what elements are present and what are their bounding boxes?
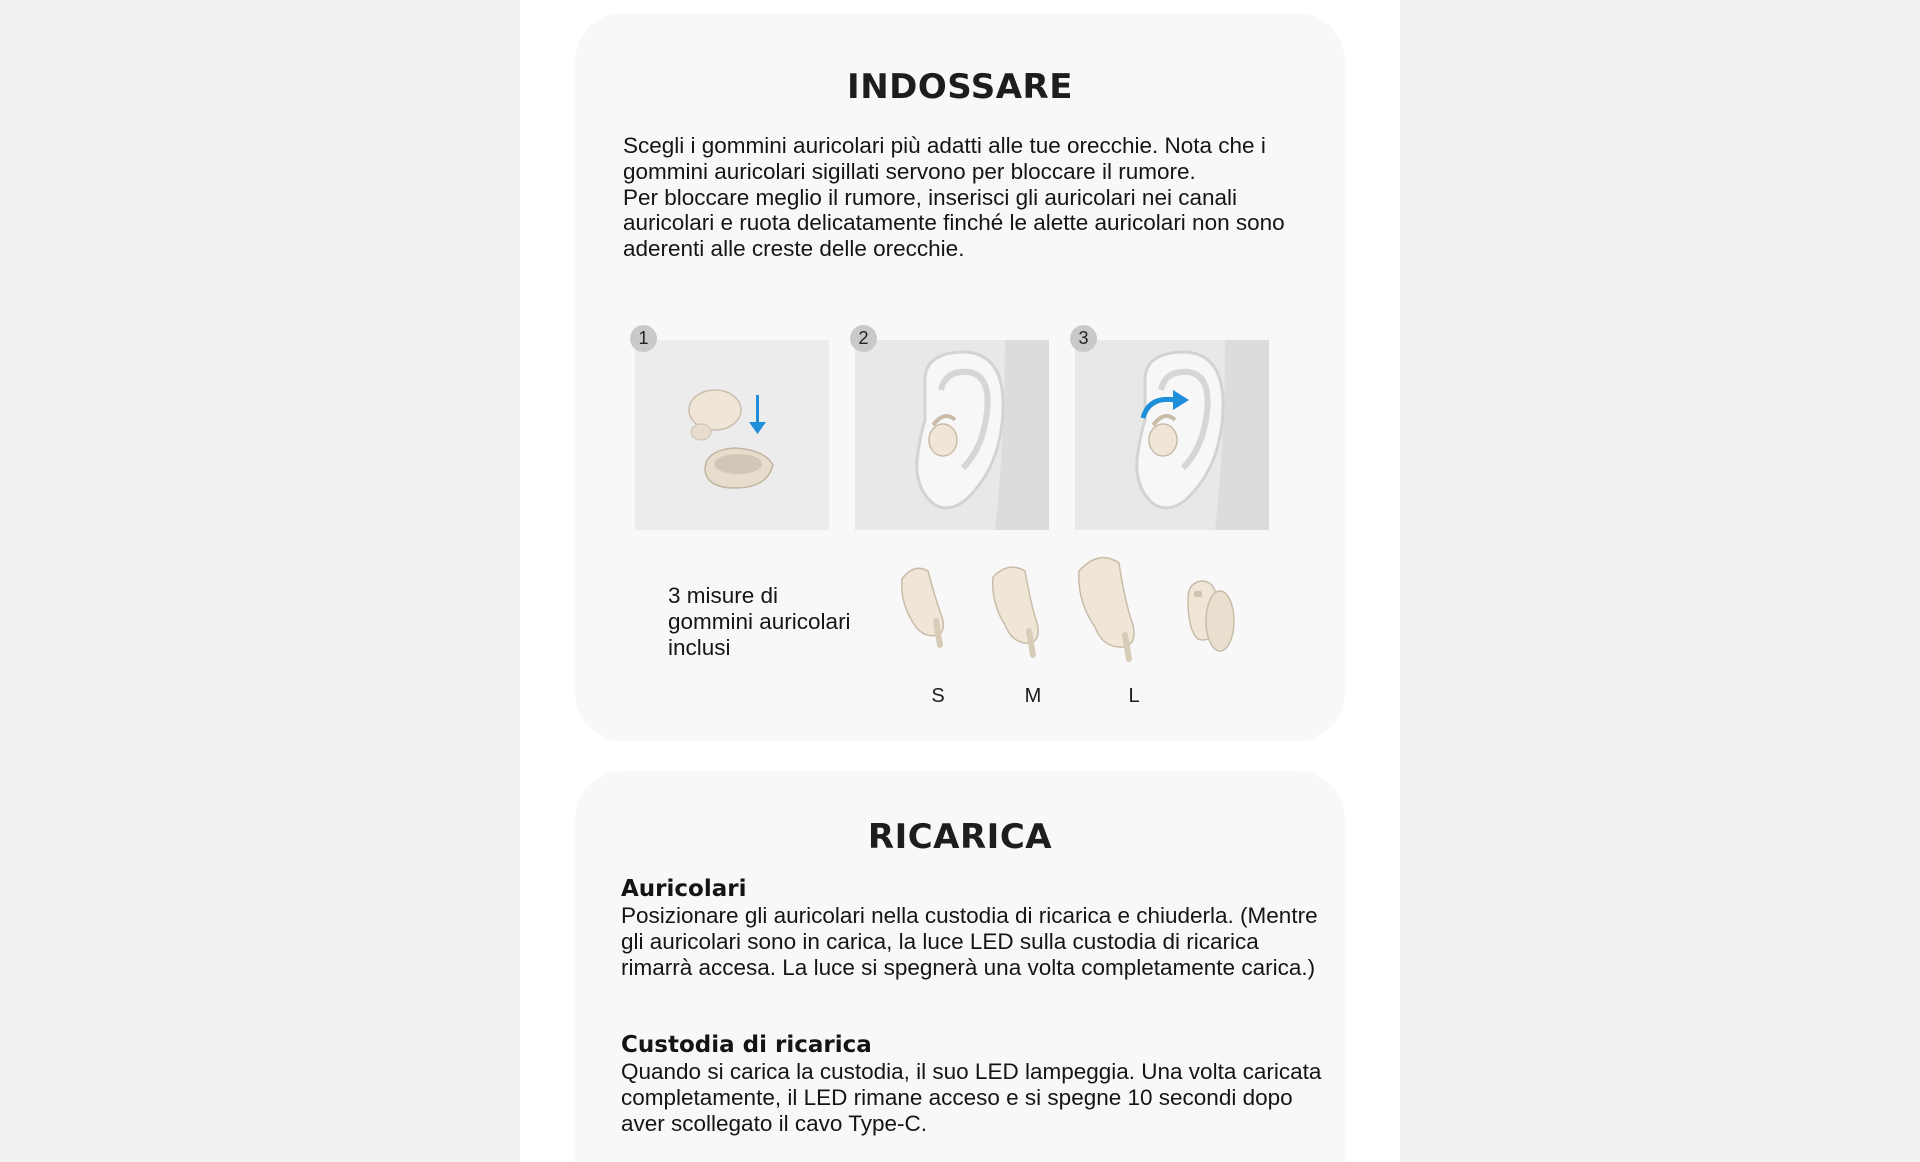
page-column — [520, 0, 1400, 1162]
wear-paragraph-1: Scegli i gommini auricolari più adatti alle tue orecchie. Nota che i gommini auricolari sigillati servono per bloccare il rumore. — [623, 133, 1266, 184]
earbuds-heading: Auricolari — [621, 876, 747, 902]
ear-with-earbud-illustration — [855, 340, 1049, 530]
step-2-image — [855, 340, 1049, 530]
step-3-badge: 3 — [1070, 325, 1097, 352]
step-1-image — [635, 340, 829, 530]
step-1-badge: 1 — [630, 325, 657, 352]
wear-paragraph-2: Per bloccare meglio il rumore, inserisci gli auricolari nei canali auricolari e ruota delicatamente finché le alette auricolari non sono aderenti alle creste delle orecchie. — [623, 184, 1285, 262]
size-m-label: M — [1024, 685, 1042, 707]
sizes-label: 3 misure di gommini auricolari inclusi — [668, 583, 851, 660]
wear-section — [575, 13, 1345, 741]
charge-section — [575, 771, 1345, 1162]
size-s-label: S — [931, 685, 945, 707]
earbuds-charging-block — [621, 875, 1331, 980]
step-2-badge: 2 — [850, 325, 877, 352]
earbud-side-icon — [1180, 569, 1240, 664]
case-charging-block — [621, 1031, 1331, 1136]
step-3-image — [1075, 340, 1269, 530]
wear-intro — [623, 133, 1323, 262]
case-heading: Custodia di ricarica — [621, 1032, 872, 1058]
ear-tip-medium-icon — [985, 561, 1045, 661]
earbuds-text: Posizionare gli auricolari nella custodia di ricarica e chiuderla. (Mentre gli auricolari sono in carica, la luce LED sulla custodia di ricarica rimarrà accesa. La luce si spegnerà una volta completamente carica.) — [621, 903, 1318, 980]
ear-tip-large-icon — [1073, 551, 1143, 666]
ear-tip-small-icon — [892, 561, 952, 651]
wear-title: INDOSSARE — [847, 67, 1073, 107]
size-l-label: L — [1128, 685, 1140, 707]
earbud-insert-illustration — [635, 340, 829, 530]
case-text: Quando si carica la custodia, il suo LED lampeggia. Una volta caricata completamente, il LED rimane acceso e si spegne 10 secondi dopo aver scollegato il cavo Type-C. — [621, 1059, 1322, 1136]
charge-title: RICARICA — [867, 817, 1053, 857]
ear-rotate-illustration — [1075, 340, 1269, 530]
